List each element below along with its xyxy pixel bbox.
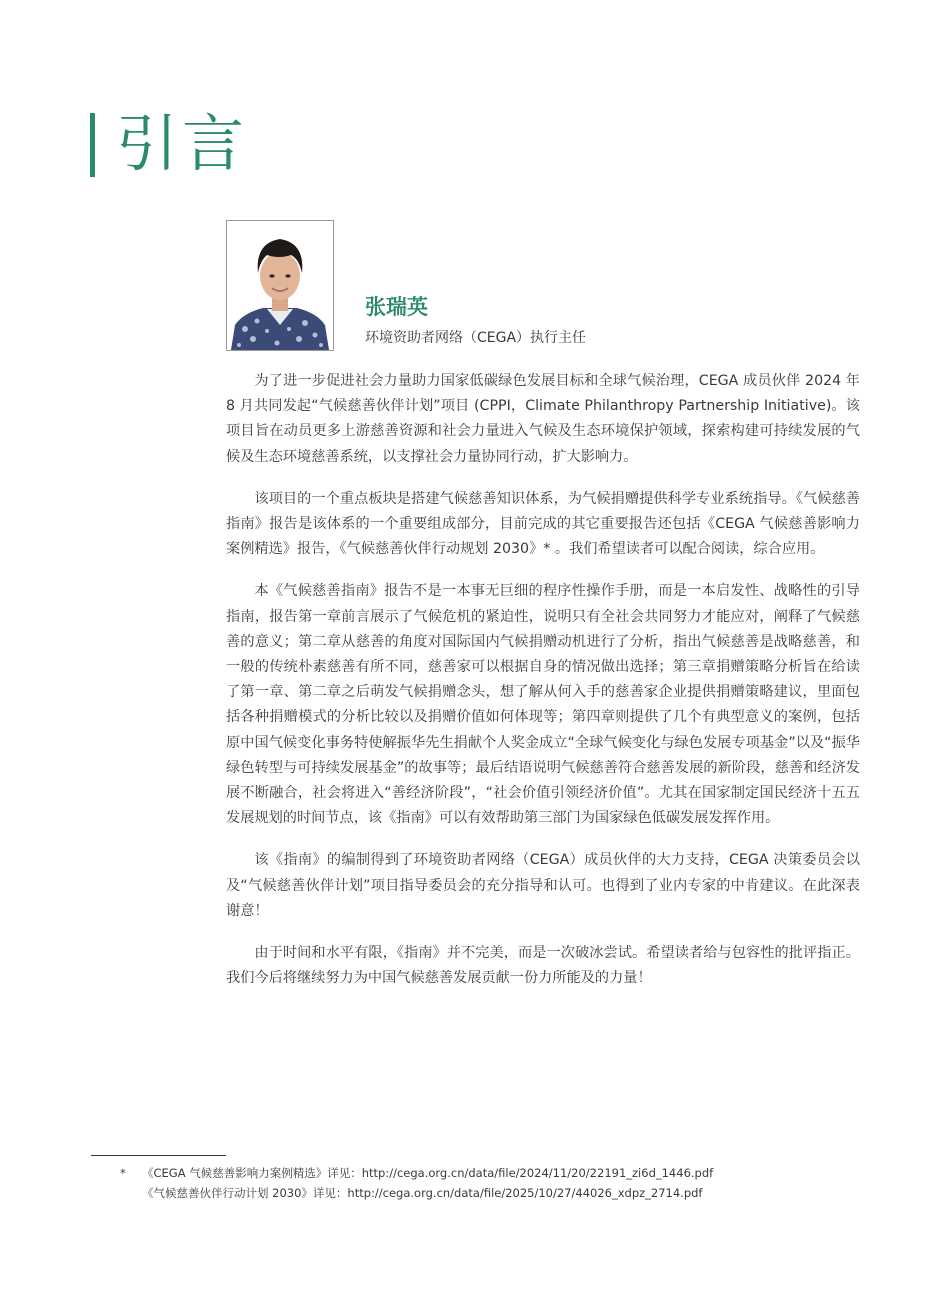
footnote-line: 《CEGA 气候慈善影响力案例精选》详见：http://cega.org.cn/data/file/2024/11/20/22191_zi6d_1446.pdf — [142, 1166, 714, 1180]
author-photo — [226, 220, 334, 351]
paragraph: 由于时间和水平有限，《指南》并不完美，而是一次破冰尝试。希望读者给与包容性的批评指正。我们今后将继续努力为中国气候慈善发展贡献一份力所能及的力量！ — [226, 945, 860, 987]
paragraph: 为了进一步促进社会力量助力国家低碳绿色发展目标和全球气候治理，CEGA 成员伙伴 2024 年 8 月共同发起“气候慈善伙伴计划”项目 (CPPI，Climate Philanthropy Partnership Initiative)。该项目旨在动员更多上游慈善资源和社会力量进入气候及生态环境保护领域，探索构建可持续发展的气候及生态环境慈善系统，以支撑社会力量协同行动，扩大影响力。 — [226, 373, 860, 465]
author-role: 环境资助者网络（CEGA）执行主任 — [365, 330, 587, 346]
title-accent-bar — [90, 113, 95, 177]
paragraph: 该《指南》的编制得到了环境资助者网络（CEGA）成员伙伴的大力支持，CEGA 决策委员会以及“气候慈善伙伴计划”项目指导委员会的充分指导和认可。也得到了业内专家的中肯建议。在此深表谢意！ — [226, 852, 860, 919]
footnote — [120, 1163, 880, 1203]
introduction-body — [226, 369, 860, 1008]
footnote-divider — [91, 1155, 226, 1156]
paragraph: 该项目的一个重点板块是搭建气候慈善知识体系，为气候捐赠提供科学专业系统指导。《气候慈善指南》报告是该体系的一个重要组成部分，目前完成的其它重要报告还包括《CEGA 气候慈善影响力案例精选》报告，《气候慈善伙伴行动规划 2030》* 。我们希望读者可以配合阅读，综合应用。 — [226, 490, 860, 558]
paragraph: 本《气候慈善指南》报告不是一本事无巨细的程序性操作手册，而是一本启发性、战略性的引导指南，报告第一章前言展示了气候危机的紧迫性，说明只有全社会共同努力才能应对，阐释了气候慈善的意义；第二章从慈善的角度对国际国内气候捐赠动机进行了分析，指出气候慈善是战略慈善，和一般的传统朴素慈善有所不同，慈善家可以根据自身的情况做出选择；第三章捐赠策略分析旨在给读了第一章、第二章之后萌发气候捐赠念头，想了解从何入手的慈善家企业提供捐赠策略建议，里面包括各种捐赠模式的分析比较以及捐赠价值如何体现等；第四章则提供了几个有典型意义的案例，包括原中国气候变化事务特使解振华先生捐献个人奖金成立“全球气候变化与绿色发展专项基金”以及“振华绿色转型与可持续发展基金”的故事等；最后结语说明气候慈善符合慈善发展的新阶段，慈善和经济发展不断融合，社会将进入“善经济阶段”，“社会价值引领经济价值”。尤其在国家制定国民经济十五五发展规划的时间节点，该《指南》可以有效帮助第三部门为国家绿色低碳发展发挥作用。 — [226, 583, 860, 827]
page-title: 引言 — [116, 107, 249, 180]
portrait-photo-icon — [227, 221, 333, 350]
footnote-line: 《气候慈善伙伴行动计划 2030》详见：http://cega.org.cn/data/file/2025/10/27/44026_xdpz_2714.pdf — [142, 1186, 703, 1200]
author-name: 张瑞英 — [365, 295, 428, 319]
footnote-marker: * — [120, 1166, 126, 1180]
